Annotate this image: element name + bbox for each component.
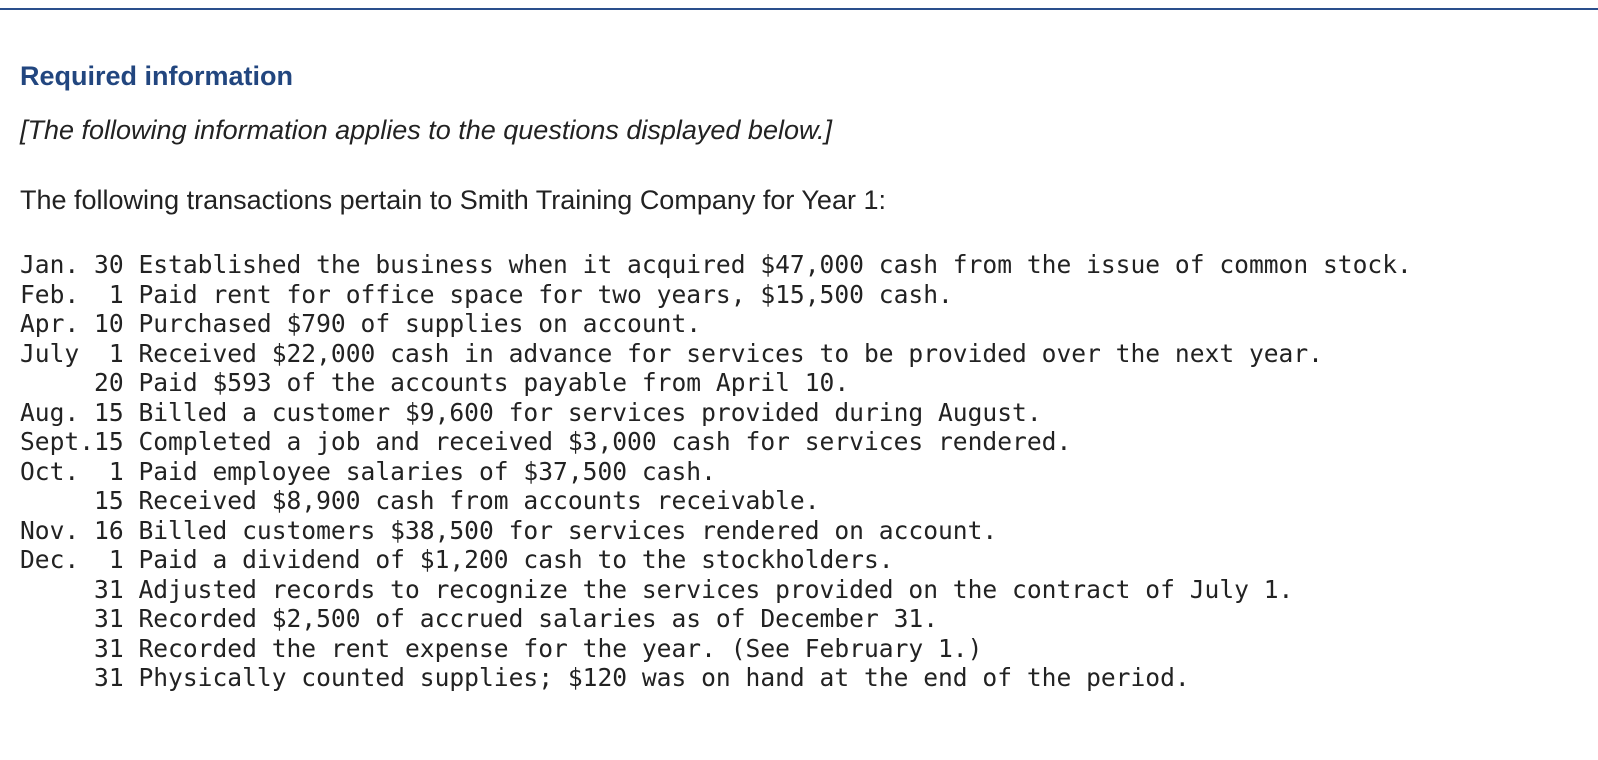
transaction-row <box>20 309 1580 339</box>
transaction-row <box>20 457 1580 487</box>
transaction-description: Paid $593 of the accounts payable from April 10. <box>138 368 850 397</box>
transaction-description: Received $8,900 cash from accounts receivable. <box>138 486 820 515</box>
transaction-day: 31 <box>94 633 124 663</box>
transaction-month: Nov. <box>20 515 80 545</box>
transaction-description: Physically counted supplies; $120 was on hand at the end of the period. <box>138 663 1190 692</box>
transaction-row <box>20 339 1580 369</box>
transaction-description: Purchased $790 of supplies on account. <box>138 309 702 338</box>
transaction-day: 31 <box>94 574 124 604</box>
transaction-month: Feb. <box>20 279 80 309</box>
transaction-day: 30 <box>94 250 124 279</box>
transaction-description: Billed customers $38,500 for services rendered on account. <box>138 515 998 545</box>
transaction-row <box>20 280 1580 310</box>
transaction-month: July <box>20 338 80 368</box>
transaction-description: Paid a dividend of $1,200 cash to the stockholders. <box>138 545 894 574</box>
intro-text: The following transactions pertain to Smith Training Company for Year 1: <box>20 185 886 215</box>
top-divider <box>0 8 1598 10</box>
transaction-day: 15 <box>94 397 124 427</box>
transactions-list <box>20 250 1580 693</box>
transaction-day: 1 <box>108 545 124 574</box>
transaction-day: 31 <box>94 604 124 633</box>
transaction-row <box>20 575 1580 605</box>
transaction-row <box>20 486 1580 516</box>
transaction-description: Completed a job and received $3,000 cash for services rendered. <box>138 427 1072 456</box>
transaction-day: 20 <box>94 368 124 397</box>
applies-note: [The following information applies to the questions displayed below.] <box>20 115 832 145</box>
transaction-description: Established the business when it acquired $47,000 cash from the issue of common stock. <box>138 250 1412 279</box>
transaction-day: 31 <box>94 663 124 692</box>
transaction-row <box>20 398 1580 428</box>
transaction-month: Dec. <box>20 545 80 574</box>
transaction-row <box>20 250 1580 280</box>
transaction-month: Aug. <box>20 397 80 427</box>
transaction-day: 1 <box>108 279 124 309</box>
transaction-description: Paid rent for office space for two years, $15,500 cash. <box>138 279 953 309</box>
transaction-month: Oct. <box>20 456 80 486</box>
transaction-day: 10 <box>94 309 124 338</box>
transaction-description: Billed a customer $9,600 for services provided during August. <box>138 397 1042 427</box>
transaction-row <box>20 604 1580 634</box>
transaction-description: Adjusted records to recognize the services provided on the contract of July 1. <box>138 574 1294 604</box>
transaction-row <box>20 516 1580 546</box>
transaction-row <box>20 368 1580 398</box>
transaction-row <box>20 663 1580 693</box>
transaction-row <box>20 634 1580 664</box>
transaction-day: 1 <box>108 456 124 486</box>
transaction-row <box>20 427 1580 457</box>
transaction-day: 1 <box>108 338 124 368</box>
transaction-day: 16 <box>94 515 124 545</box>
transaction-month: Jan. <box>20 250 80 279</box>
required-information-heading: Required information <box>20 61 294 91</box>
transaction-day: 15 <box>94 427 124 456</box>
transaction-day: 15 <box>94 486 124 515</box>
transaction-month: Sept. <box>20 427 95 456</box>
content-area <box>20 56 1580 693</box>
transaction-description: Received $22,000 cash in advance for services to be provided over the next year. <box>138 338 1323 368</box>
transaction-description: Recorded $2,500 of accrued salaries as of December 31. <box>138 604 938 633</box>
transaction-month: Apr. <box>20 309 80 338</box>
transaction-description: Recorded the rent expense for the year. (See February 1.) <box>138 633 983 663</box>
transaction-row <box>20 545 1580 575</box>
transaction-description: Paid employee salaries of $37,500 cash. <box>138 456 716 486</box>
